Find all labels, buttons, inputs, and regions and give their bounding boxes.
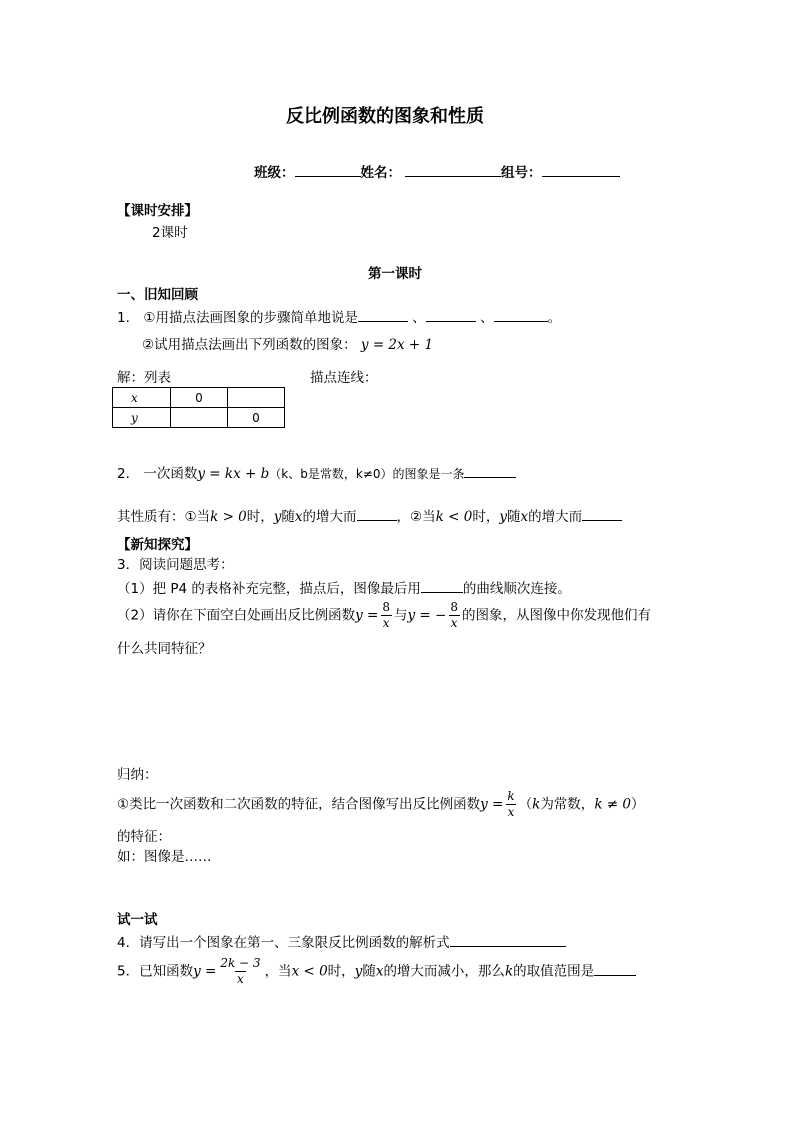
fraction-k-over-x <box>505 789 516 820</box>
q1b-formula: y = 2x + 1 <box>360 337 434 353</box>
q5-text-e: 的增大而减小，那么 <box>383 963 505 980</box>
q5-var-x: x <box>375 963 384 980</box>
props-text-8: 的增大而 <box>528 509 583 525</box>
props-text-7: 随 <box>506 509 521 525</box>
group-blank[interactable] <box>542 162 620 177</box>
question-3b-continued: 什么共同特征？ <box>117 641 212 657</box>
s1-var-k: k <box>532 796 541 813</box>
q1b-text: ②试用描点法画出下列函数的图象： <box>142 337 357 353</box>
table-cell: 0 <box>228 408 285 428</box>
props-condition-2: k < 0 <box>435 509 473 525</box>
q2-blank[interactable] <box>464 463 516 478</box>
table-cell[interactable] <box>228 388 285 408</box>
fraction-numerator: 8 <box>382 600 390 614</box>
fraction-2k-3-over-x <box>218 956 262 987</box>
q2-text-a: 一次函数 <box>143 466 198 482</box>
name-label: 姓名： <box>360 165 401 181</box>
q4-blank[interactable] <box>450 932 566 947</box>
props-var-x1: x <box>294 509 303 525</box>
fraction-denominator: x <box>382 616 390 630</box>
q5-formula-y: y = <box>193 963 217 980</box>
q3b-text-mid: 与 <box>393 607 408 624</box>
props-text-5: ，②当 <box>396 509 436 525</box>
class-label: 班级 <box>254 165 281 181</box>
q1-separator-1: 、 <box>412 310 426 326</box>
q3b-formula-y1: y = <box>355 607 379 624</box>
props-text-1: 其性质有：①当 <box>117 509 211 525</box>
q2-formula: y = kx + b <box>197 466 270 482</box>
explore-heading: 【新知探究】 <box>117 537 198 553</box>
props-text-4: 的增大而 <box>302 509 357 525</box>
s1-formula-y: y = <box>480 796 504 813</box>
q5-text-b: ，当 <box>264 963 292 980</box>
props-text-2: 时， <box>246 509 274 525</box>
name-blank[interactable] <box>405 162 501 177</box>
s1-text-b: （ <box>518 796 533 813</box>
table-row <box>113 388 285 408</box>
props-var-y2: y <box>499 509 507 525</box>
q2-text-b: （k、b是常数，k≠0）的图象是一条 <box>269 467 465 481</box>
q2-number: 2． <box>117 466 140 482</box>
schedule-heading: 【课时安排】 <box>117 203 198 219</box>
table-cell: y <box>113 408 171 428</box>
solution-label: 解：列表 <box>117 370 171 386</box>
q4-text: 4．请写出一个图象在第一、三象限反比例函数的解析式 <box>117 935 450 951</box>
props-text-6: 时， <box>472 509 500 525</box>
try-heading: 试一试 <box>117 912 158 928</box>
s1-condition: k ≠ 0 <box>594 796 631 813</box>
review-heading: 一、旧知回顾 <box>117 287 198 303</box>
s1-text-a: ①类比一次函数和二次函数的特征，结合图像写出反比例函数 <box>117 796 481 813</box>
q5-blank[interactable] <box>594 961 636 976</box>
student-info-line: 班级： 姓名： 组号： <box>254 162 620 181</box>
table-cell: x <box>113 388 171 408</box>
class-blank[interactable] <box>295 162 361 177</box>
q5-var-y: y <box>354 963 363 980</box>
fraction-denominator: x <box>450 616 458 630</box>
fraction-denominator: x <box>507 805 515 819</box>
question-4 <box>117 932 566 951</box>
q5-text-f: 的取值范围是 <box>513 963 595 980</box>
question-2 <box>117 463 516 482</box>
summary-example: 如：图像是…… <box>117 849 212 865</box>
q3b-text-b: 的图象，从图像中你发现他们有 <box>461 607 651 624</box>
q5-var-k: k <box>504 963 514 980</box>
s1-text-c: 为常数， <box>540 796 595 813</box>
schedule-value: 2课时 <box>152 225 188 241</box>
question-1 <box>117 307 561 326</box>
q1-number: 1． <box>117 310 140 326</box>
props-condition-1: k > 0 <box>210 509 247 525</box>
fraction-numerator: k <box>507 789 515 803</box>
q1-end: 。 <box>547 310 562 326</box>
value-table <box>112 387 285 428</box>
question-3: 3．阅读问题思考： <box>117 557 234 573</box>
summary-item-1 <box>117 789 644 820</box>
fraction-neg-8-over-x <box>448 600 460 631</box>
summary-label: 归纳： <box>117 767 158 783</box>
fraction-numerator: 8 <box>450 600 458 614</box>
q1-text: ①用描点法画图象的步骤简单地说是 <box>143 310 358 326</box>
q5-text-c: 时， <box>327 963 355 980</box>
question-5 <box>117 956 636 987</box>
props-var-y1: y <box>273 509 282 525</box>
table-cell: 0 <box>171 388 228 408</box>
summary-item-1-continued: 的特征： <box>117 829 171 845</box>
lesson-heading: 第一课时 <box>368 266 422 282</box>
q5-text-a: 5．已知函数 <box>117 963 194 980</box>
question-1b <box>142 337 433 353</box>
q3b-text-a: （2）请你在下面空白处画出反比例函数 <box>117 607 356 624</box>
q1-blank-2[interactable] <box>426 307 476 322</box>
q3a-text-a: （1）把 P4 的表格补充完整，描点后，图像最后用 <box>117 581 421 597</box>
plot-label: 描点连线： <box>310 370 378 386</box>
q1-separator-2: 、 <box>480 310 494 326</box>
group-label: 组号 <box>501 165 528 181</box>
q3a-blank[interactable] <box>421 578 463 593</box>
q5-text-d: 随 <box>362 963 376 980</box>
table-cell[interactable] <box>171 408 228 428</box>
question-3a <box>117 578 571 597</box>
q1-blank-1[interactable] <box>358 307 408 322</box>
table-row <box>113 408 285 428</box>
props-blank-2[interactable] <box>582 506 622 521</box>
properties-line <box>117 506 622 525</box>
s1-text-d: ） <box>630 796 645 813</box>
props-var-x2: x <box>520 509 529 525</box>
q1-blank-3[interactable] <box>494 307 548 322</box>
q3a-text-b: 的曲线顺次连接。 <box>462 581 571 597</box>
fraction-numerator: 2k − 3 <box>220 956 261 970</box>
fraction-denominator: x <box>237 972 244 986</box>
props-blank-1[interactable] <box>357 506 397 521</box>
question-3b <box>117 600 651 631</box>
fraction-8-over-x <box>380 600 392 631</box>
q3b-formula-y2: y = − <box>407 607 447 624</box>
q5-condition: x < 0 <box>291 963 328 980</box>
page-title: 反比例函数的图象和性质 <box>286 106 484 127</box>
props-text-3: 随 <box>281 509 295 525</box>
